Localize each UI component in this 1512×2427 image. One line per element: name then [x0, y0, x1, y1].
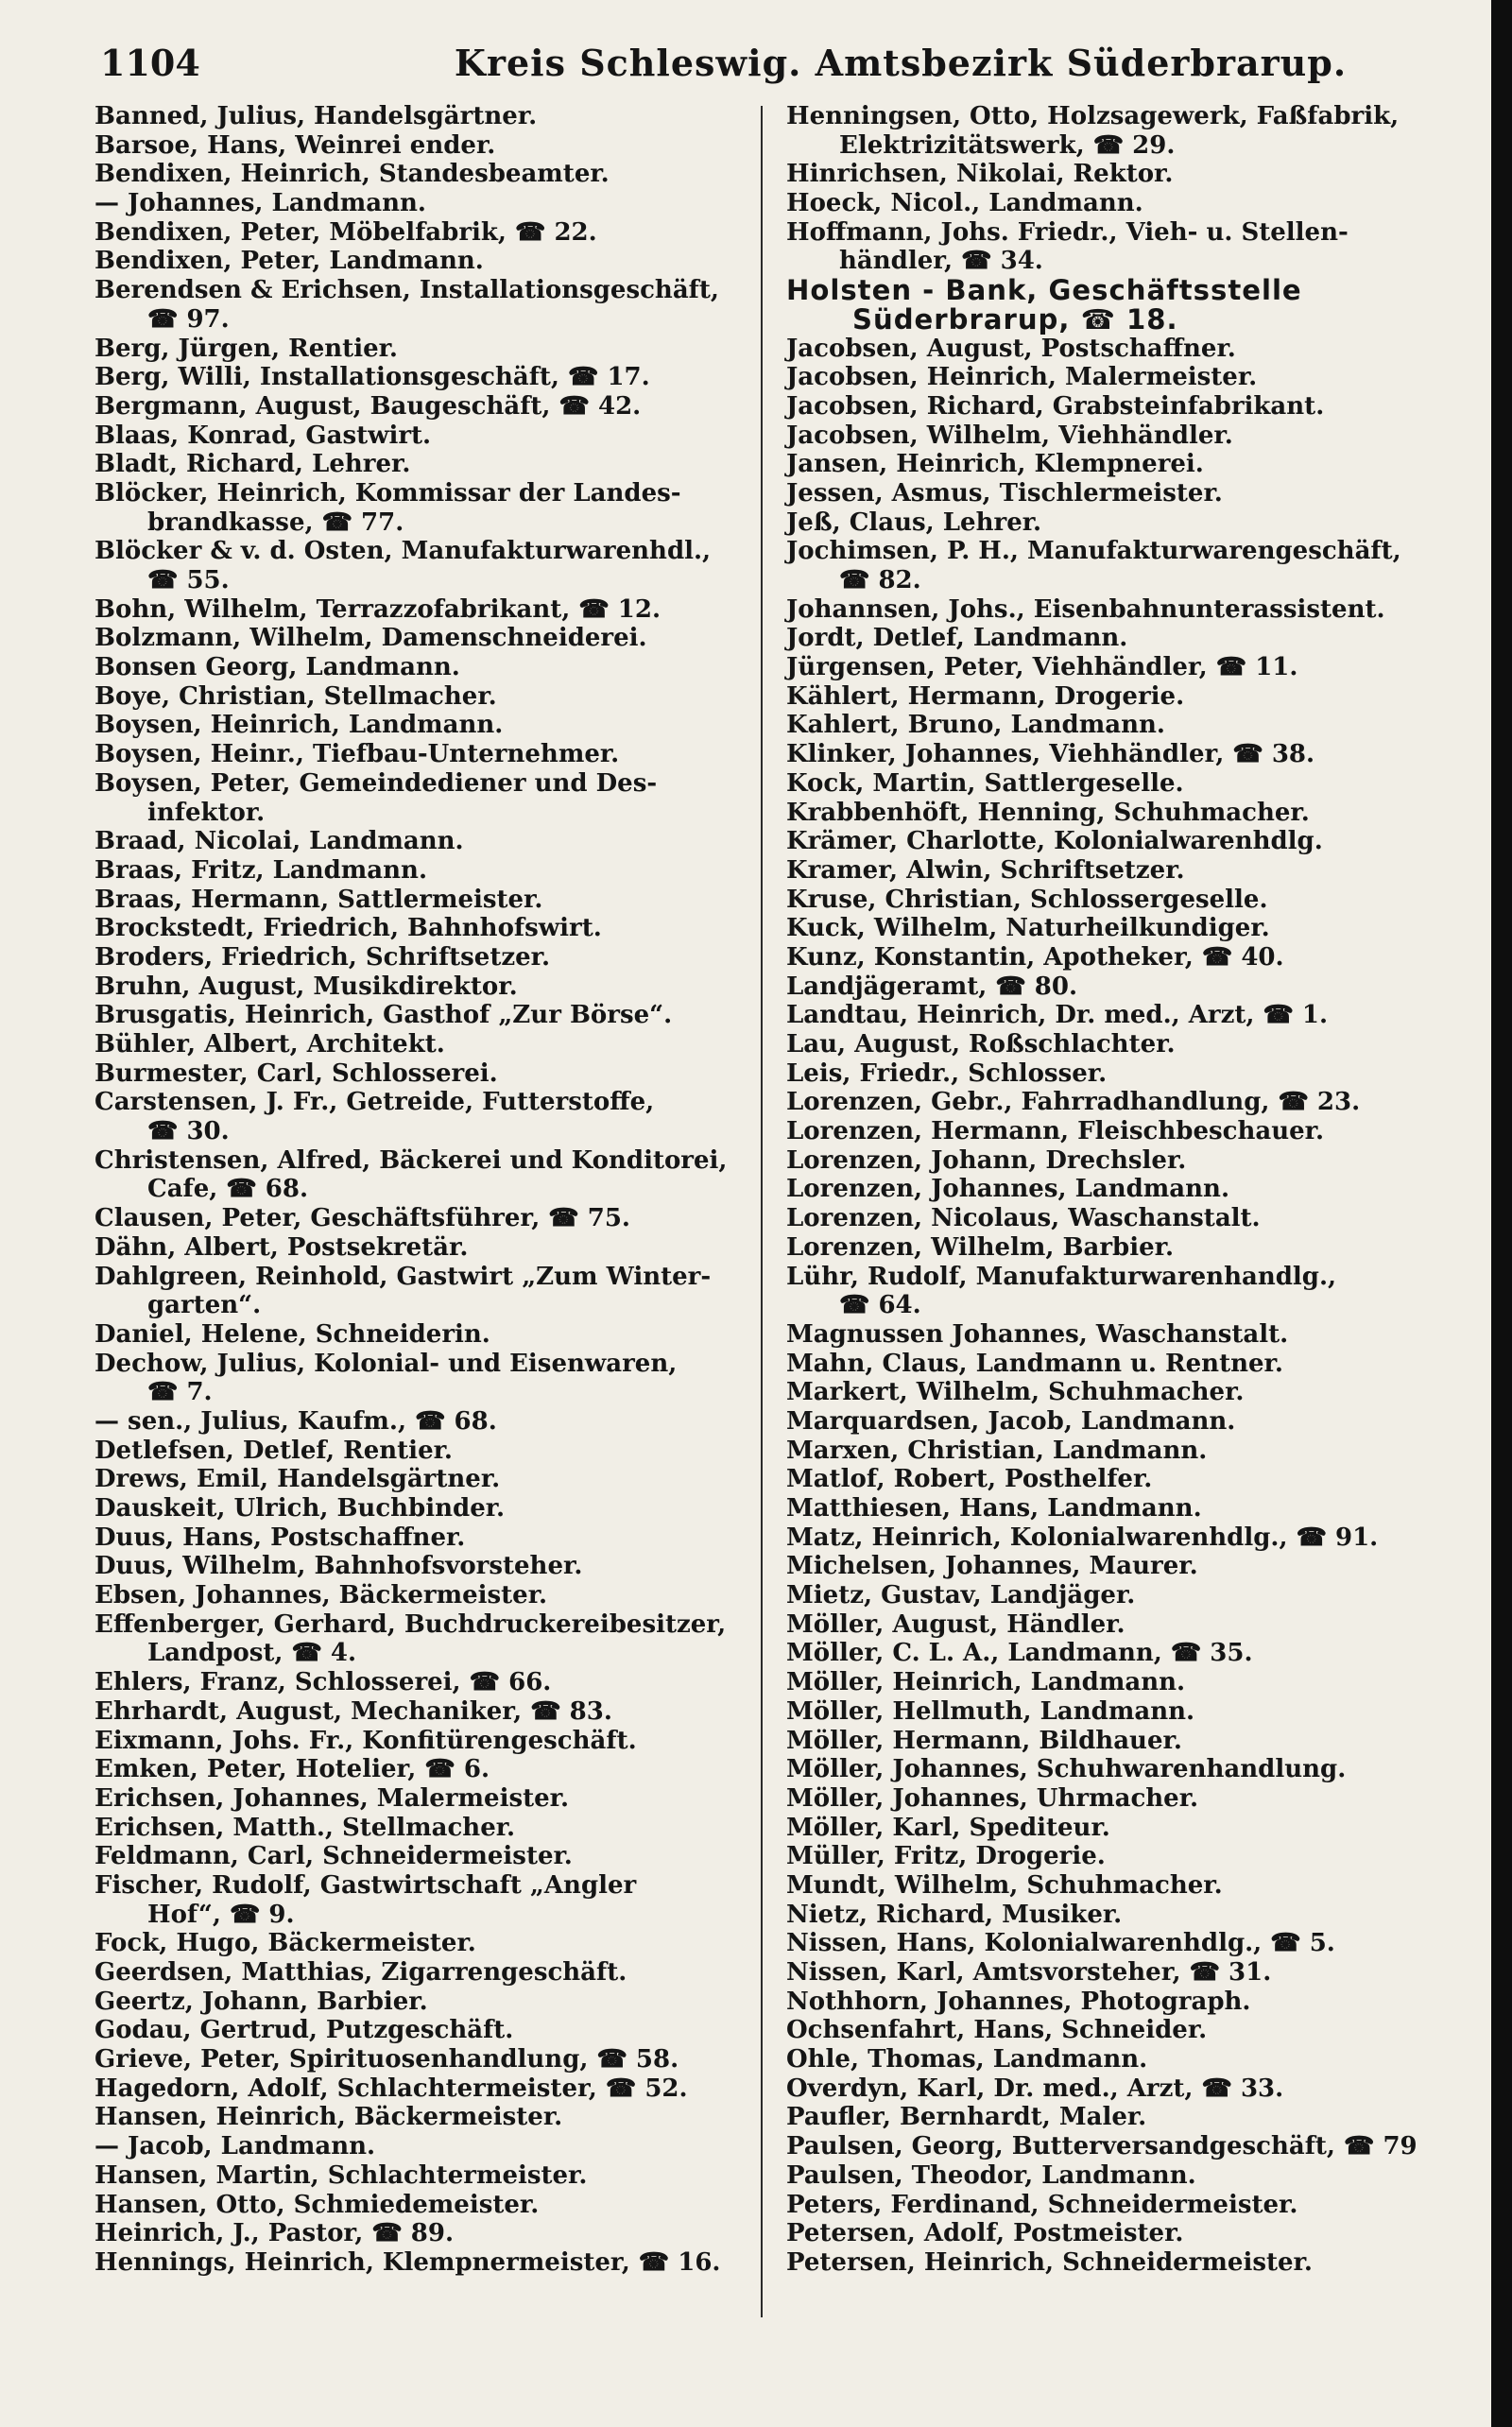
- directory-entry-line: Kramer, Alwin, Schriftsetzer.: [786, 855, 1185, 885]
- directory-entry-line: Klinker, Johannes, Viehhändler, ☎ 38.: [786, 740, 1315, 769]
- directory-entry-line: Braas, Fritz, Landmann.: [94, 855, 427, 885]
- directory-entry-line: Lorenzen, Gebr., Fahrradhandlung, ☎ 23.: [786, 1088, 1361, 1117]
- directory-entry-line: Berg, Willi, Installationsgeschäft, ☎ 17.: [94, 363, 650, 392]
- directory-entry-line: Duus, Wilhelm, Bahnhofsvorsteher.: [94, 1552, 583, 1581]
- directory-entry-line: Michelsen, Johannes, Maurer.: [786, 1552, 1198, 1581]
- directory-entry-line: Lorenzen, Wilhelm, Barbier.: [786, 1232, 1174, 1262]
- directory-entry-line: Emken, Peter, Hotelier, ☎ 6.: [94, 1755, 490, 1784]
- directory-entry-line: Ehlers, Franz, Schlosserei, ☎ 66.: [94, 1668, 552, 1697]
- directory-entry-line: Leis, Friedr., Schlosser.: [786, 1059, 1108, 1088]
- directory-entry-line: Möller, August, Händler.: [786, 1609, 1125, 1639]
- directory-entry-line: Ebsen, Johannes, Bäckermeister.: [94, 1581, 548, 1610]
- directory-entry-line: Hoeck, Nicol., Landmann.: [786, 189, 1143, 218]
- page-header: [93, 28, 1425, 95]
- directory-entry-line: Möller, C. L. A., Landmann, ☎ 35.: [786, 1639, 1253, 1668]
- directory-entry-line: Jacobsen, August, Postschaffner.: [786, 334, 1236, 363]
- scan-border: [1491, 0, 1512, 2427]
- directory-entry-line: Hansen, Otto, Schmiedemeister.: [94, 2190, 540, 2219]
- directory-entry-line: Lühr, Rudolf, Manufakturwarenhandlg.,: [786, 1262, 1337, 1291]
- directory-entry-line: Bendixen, Peter, Landmann.: [94, 247, 484, 276]
- directory-entry-line: Boysen, Heinr., Tiefbau-Unternehmer.: [94, 740, 620, 769]
- directory-entry-line: garten“.: [147, 1291, 262, 1320]
- directory-entry-line: Möller, Johannes, Schuhwarenhandlung.: [786, 1755, 1347, 1784]
- directory-entry-line: Kruse, Christian, Schlossergeselle.: [786, 885, 1268, 914]
- directory-entry-line: Möller, Hellmuth, Landmann.: [786, 1696, 1195, 1726]
- directory-entry-line: Marquardsen, Jacob, Landmann.: [786, 1406, 1236, 1436]
- directory-entry-line: Jürgensen, Peter, Viehhändler, ☎ 11.: [786, 653, 1298, 682]
- directory-entry-line: Ehrhardt, August, Mechaniker, ☎ 83.: [94, 1696, 612, 1726]
- directory-entry-line: Möller, Hermann, Bildhauer.: [786, 1726, 1182, 1755]
- directory-entry-line: Hansen, Martin, Schlachtermeister.: [94, 2160, 588, 2190]
- directory-entry-line: Barsoe, Hans, Weinrei ender.: [94, 130, 496, 160]
- directory-entry-line: Grieve, Peter, Spirituosenhandlung, ☎ 58.: [94, 2045, 679, 2074]
- left-column: [94, 102, 756, 2408]
- page-number: 1104: [100, 42, 200, 84]
- directory-entry-line: Lorenzen, Nicolaus, Waschanstalt.: [786, 1204, 1261, 1233]
- directory-entry-line: Berendsen & Erichsen, Installationsgeschäft,: [94, 276, 719, 305]
- directory-entry-line: Matz, Heinrich, Kolonialwarenhdlg., ☎ 91.: [786, 1523, 1379, 1552]
- directory-entry-line: Erichsen, Matth., Stellmacher.: [94, 1813, 516, 1842]
- directory-entry-line: Boysen, Heinrich, Landmann.: [94, 711, 504, 740]
- directory-entry-line: infektor.: [147, 798, 266, 827]
- directory-entry-line: Kählert, Hermann, Drogerie.: [786, 681, 1185, 711]
- directory-entry-line: Mundt, Wilhelm, Schuhmacher.: [786, 1870, 1223, 1900]
- directory-entry-line: Godau, Gertrud, Putzgeschäft.: [94, 2016, 514, 2045]
- directory-entry-line: Lorenzen, Johannes, Landmann.: [786, 1175, 1229, 1204]
- directory-entry-line: Boysen, Peter, Gemeindediener und Des-: [94, 768, 658, 798]
- directory-entry-line: Bergmann, August, Baugeschäft, ☎ 42.: [94, 391, 642, 421]
- directory-entry-line: Detlefsen, Detlef, Rentier.: [94, 1436, 453, 1465]
- directory-entry-line: Landpost, ☎ 4.: [147, 1639, 357, 1668]
- directory-entry-line: Jeß, Claus, Lehrer.: [786, 508, 1042, 537]
- directory-entry-line: Ochsenfahrt, Hans, Schneider.: [786, 2016, 1208, 2045]
- directory-entry-line: Geerdsen, Matthias, Zigarrengeschäft.: [94, 1958, 627, 1987]
- directory-entry-line: Dauskeit, Ulrich, Buchbinder.: [94, 1494, 506, 1523]
- directory-entry-line: brandkasse, ☎ 77.: [147, 508, 404, 537]
- directory-entry-line: Petersen, Adolf, Postmeister.: [786, 2219, 1184, 2248]
- directory-entry-line: Marxen, Christian, Landmann.: [786, 1436, 1208, 1465]
- directory-entry-line: Nissen, Hans, Kolonialwarenhdlg., ☎ 5.: [786, 1929, 1335, 1958]
- directory-entry-line: Eixmann, Johs. Fr., Konfitürengeschäft.: [94, 1726, 637, 1755]
- directory-entry-line: Braad, Nicolai, Landmann.: [94, 827, 464, 856]
- directory-entry-line: Carstensen, J. Fr., Getreide, Futterstoffe,: [94, 1088, 655, 1117]
- directory-entry-line: Feldmann, Carl, Schneidermeister.: [94, 1842, 573, 1871]
- directory-entry-line: händler, ☎ 34.: [839, 247, 1043, 276]
- directory-entry-line: ☎ 30.: [147, 1117, 230, 1146]
- directory-entry-line: Möller, Johannes, Uhrmacher.: [786, 1783, 1199, 1813]
- directory-entry-line: Effenberger, Gerhard, Buchdruckereibesitzer,: [94, 1609, 727, 1639]
- directory-entry-line: Jacobsen, Heinrich, Malermeister.: [786, 363, 1258, 392]
- directory-entry-line: Dechow, Julius, Kolonial- und Eisenwaren,: [94, 1349, 678, 1378]
- directory-entry-line: Brusgatis, Heinrich, Gasthof „Zur Börse“.: [94, 1001, 673, 1030]
- directory-entry-line: Krabbenhöft, Henning, Schuhmacher.: [786, 798, 1310, 827]
- directory-entry-line: Müller, Fritz, Drogerie.: [786, 1842, 1106, 1871]
- directory-entry-line: Bladt, Richard, Lehrer.: [94, 450, 411, 479]
- directory-entry-line: Boye, Christian, Stellmacher.: [94, 681, 497, 711]
- directory-entry-line: ☎ 55.: [147, 566, 230, 594]
- directory-entry-line: ☎ 7.: [147, 1378, 213, 1407]
- directory-entry-line: Jacobsen, Wilhelm, Viehhändler.: [786, 421, 1233, 450]
- directory-entry-line: ☎ 97.: [147, 304, 230, 334]
- directory-entry-line: Lorenzen, Hermann, Fleischbeschauer.: [786, 1117, 1325, 1146]
- directory-entry-line: Bolzmann, Wilhelm, Damenschneiderei.: [94, 624, 647, 653]
- directory-entry-line: Banned, Julius, Handelsgärtner.: [94, 102, 538, 130]
- directory-entry-line: Mietz, Gustav, Landjäger.: [786, 1581, 1136, 1610]
- directory-entry-line: Süderbrarup, ☎ 18.: [852, 302, 1178, 336]
- directory-entry-line: Duus, Hans, Postschaffner.: [94, 1523, 466, 1552]
- directory-entry-line: Elektrizitätswerk, ☎ 29.: [839, 130, 1176, 160]
- directory-entry-line: ☎ 82.: [839, 566, 921, 594]
- right-column: [786, 102, 1448, 2408]
- directory-entry-line: Hagedorn, Adolf, Schlachtermeister, ☎ 52.: [94, 2074, 688, 2103]
- directory-entry-line: Hinrichsen, Nikolai, Rektor.: [786, 160, 1174, 189]
- directory-entry-line: Dahlgreen, Reinhold, Gastwirt „Zum Winter-: [94, 1262, 712, 1291]
- directory-entry-line: Bühler, Albert, Architekt.: [94, 1030, 445, 1059]
- directory-entry-line: Drews, Emil, Handelsgärtner.: [94, 1465, 501, 1494]
- directory-entry-line: Erichsen, Johannes, Malermeister.: [94, 1783, 570, 1813]
- directory-entry-line: — sen., Julius, Kaufm., ☎ 68.: [94, 1406, 497, 1436]
- directory-entry-line: Jacobsen, Richard, Grabsteinfabrikant.: [786, 391, 1325, 421]
- directory-entry-line: Paulsen, Georg, Butterversandgeschäft, ☎ 79: [786, 2132, 1418, 2161]
- running-title: Kreis Schleswig. Amtsbezirk Süderbrarup.: [454, 42, 1348, 84]
- directory-entry-line: ☎ 64.: [839, 1291, 921, 1320]
- directory-entry-line: Hennings, Heinrich, Klempnermeister, ☎ 16.: [94, 2247, 721, 2277]
- directory-entry-line: Jansen, Heinrich, Klempnerei.: [786, 450, 1204, 479]
- directory-entry-line: Fock, Hugo, Bäckermeister.: [94, 1929, 476, 1958]
- directory-entry-line: Mahn, Claus, Landmann u. Rentner.: [786, 1349, 1283, 1378]
- directory-entry-line: Hof“, ☎ 9.: [147, 1900, 295, 1929]
- directory-entry-line: Matthiesen, Hans, Landmann.: [786, 1494, 1202, 1523]
- directory-entry-line: Bohn, Wilhelm, Terrazzofabrikant, ☎ 12.: [94, 594, 662, 624]
- directory-entry-line: Landtau, Heinrich, Dr. med., Arzt, ☎ 1.: [786, 1001, 1329, 1030]
- directory-entry-line: Nietz, Richard, Musiker.: [786, 1900, 1123, 1929]
- directory-entry-line: Paulsen, Theodor, Landmann.: [786, 2160, 1196, 2190]
- directory-entry-line: Möller, Heinrich, Landmann.: [786, 1668, 1186, 1697]
- directory-entry-line: Overdyn, Karl, Dr. med., Arzt, ☎ 33.: [786, 2074, 1284, 2103]
- directory-entry-line: Bendixen, Peter, Möbelfabrik, ☎ 22.: [94, 217, 597, 247]
- directory-entry-line: Matlof, Robert, Posthelfer.: [786, 1465, 1153, 1494]
- directory-entry-line: Lorenzen, Johann, Drechsler.: [786, 1145, 1187, 1175]
- directory-entry-line: Kahlert, Bruno, Landmann.: [786, 711, 1165, 740]
- directory-entry-line: Blaas, Konrad, Gastwirt.: [94, 421, 432, 450]
- directory-entry-line: Braas, Hermann, Sattlermeister.: [94, 885, 543, 914]
- directory-entry-line: Blöcker, Heinrich, Kommissar der Landes-: [94, 478, 681, 508]
- directory-entry-line: Broders, Friedrich, Schriftsetzer.: [94, 942, 551, 972]
- directory-entry-line: Jessen, Asmus, Tischlermeister.: [786, 478, 1223, 508]
- directory-entry-line: Bendixen, Heinrich, Standesbeamter.: [94, 160, 610, 189]
- directory-entry-line: Paufler, Bernhardt, Maler.: [786, 2103, 1147, 2132]
- directory-entry-line: Lau, August, Roßschlachter.: [786, 1030, 1176, 1059]
- directory-entry-line: Christensen, Alfred, Bäckerei und Konditorei,: [94, 1145, 728, 1175]
- directory-entry-line: Johannsen, Johs., Eisenbahnunterassistent.: [786, 594, 1385, 624]
- directory-entry-line: Markert, Wilhelm, Schuhmacher.: [786, 1378, 1245, 1407]
- column-divider: [761, 106, 763, 2317]
- directory-entry-line: Brockstedt, Friedrich, Bahnhofswirt.: [94, 914, 602, 943]
- directory-entry-line: Kuck, Wilhelm, Naturheilkundiger.: [786, 914, 1270, 943]
- directory-entry-line: Geertz, Johann, Barbier.: [94, 1987, 428, 2016]
- directory-entry-line: Magnussen Johannes, Waschanstalt.: [786, 1319, 1289, 1349]
- directory-entry-line: Peters, Ferdinand, Schneidermeister.: [786, 2190, 1298, 2219]
- directory-entry-line: Dähn, Albert, Postsekretär.: [94, 1232, 469, 1262]
- directory-entry-line: Nissen, Karl, Amtsvorsteher, ☎ 31.: [786, 1958, 1272, 1987]
- directory-entry-line: Cafe, ☎ 68.: [147, 1175, 309, 1204]
- directory-entry-line: Daniel, Helene, Schneiderin.: [94, 1319, 490, 1349]
- directory-entry-line: Möller, Karl, Spediteur.: [786, 1813, 1110, 1842]
- directory-entry-line: Heinrich, J., Pastor, ☎ 89.: [94, 2219, 455, 2248]
- directory-entry-line: Hoffmann, Johs. Friedr., Vieh- u. Stellen-: [786, 217, 1349, 247]
- directory-entry-line: Krämer, Charlotte, Kolonialwarenhdlg.: [786, 827, 1323, 856]
- directory-entry-line: Kunz, Konstantin, Apotheker, ☎ 40.: [786, 942, 1284, 972]
- directory-entry-line: Holsten - Bank, Geschäftsstelle: [786, 274, 1302, 307]
- directory-entry-line: Landjägeramt, ☎ 80.: [786, 972, 1078, 1001]
- directory-entry-line: Bonsen Georg, Landmann.: [94, 653, 460, 682]
- directory-entry-line: Fischer, Rudolf, Gastwirtschaft „Angler: [94, 1870, 637, 1900]
- directory-entry-line: Jochimsen, P. H., Manufakturwarengeschäft,: [786, 537, 1401, 566]
- directory-entry-line: Kock, Martin, Sattlergeselle.: [786, 768, 1184, 798]
- directory-entry-line: Bruhn, August, Musikdirektor.: [94, 972, 518, 1001]
- directory-entry-line: — Jacob, Landmann.: [94, 2132, 376, 2161]
- directory-entry-line: Henningsen, Otto, Holzsagewerk, Faßfabrik,: [786, 102, 1400, 130]
- directory-entry-line: Nothhorn, Johannes, Photograph.: [786, 1987, 1251, 2016]
- directory-entry-line: Clausen, Peter, Geschäftsführer, ☎ 75.: [94, 1204, 630, 1233]
- directory-entry-line: Blöcker & v. d. Osten, Manufakturwarenhdl.,: [94, 537, 712, 566]
- directory-entry-line: Jordt, Detlef, Landmann.: [786, 624, 1128, 653]
- directory-entry-line: Berg, Jürgen, Rentier.: [94, 334, 398, 363]
- directory-entry-line: Burmester, Carl, Schlosserei.: [94, 1059, 498, 1088]
- directory-entry-line: Hansen, Heinrich, Bäckermeister.: [94, 2103, 563, 2132]
- directory-entry-line: Petersen, Heinrich, Schneidermeister.: [786, 2247, 1313, 2277]
- directory-entry-line: Ohle, Thomas, Landmann.: [786, 2045, 1148, 2074]
- directory-entry-line: — Johannes, Landmann.: [94, 189, 426, 218]
